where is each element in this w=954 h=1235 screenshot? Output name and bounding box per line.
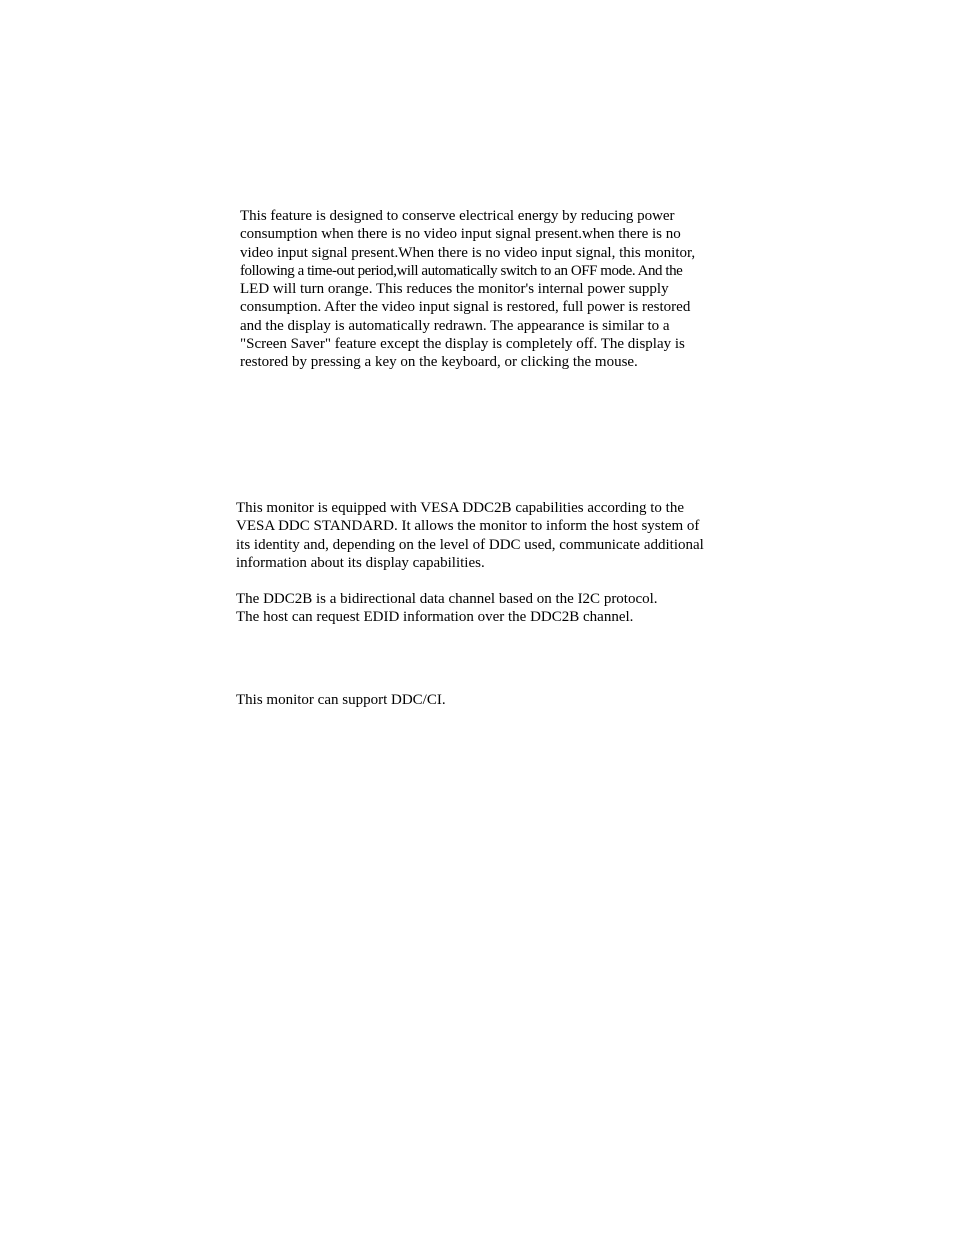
ddc-paragraph-ddc2b	[236, 590, 736, 627]
text-line: This monitor can support DDC/CI.	[236, 692, 446, 708]
power-saving-paragraph	[240, 207, 740, 372]
text-line: This monitor is equipped with VESA DDC2B capabilities according to the	[236, 500, 685, 516]
text-line: restored by pressing a key on the keyboard, or clicking the mouse.	[240, 354, 638, 371]
text-line: The host can request EDID information over the DDC2B channel.	[236, 609, 634, 626]
text-line: consumption when there is no video input signal present.when there is no	[240, 226, 681, 243]
text-line: "Screen Saver" feature except the display is completely off. The display is	[240, 336, 685, 353]
text-line: video input signal present.When there is no video input signal, this monitor,	[240, 244, 696, 261]
ddc-paragraph-capabilities	[236, 499, 736, 572]
text-line: The DDC2B is a bidirectional data channel based on the I2C protocol.	[236, 591, 658, 607]
text-line: This feature is designed to conserve electrical energy by reducing power	[240, 208, 675, 224]
text-line: consumption. After the video input signal is restored, full power is restored	[240, 299, 691, 316]
text-line: information about its display capabilities.	[236, 554, 485, 571]
ddc-paragraph-ddcci	[236, 691, 736, 709]
text-line: following a time-out period,will automatically switch to an OFF mode. And the	[240, 262, 683, 279]
text-line: LED will turn orange. This reduces the monitor's internal power supply	[240, 281, 669, 298]
text-line: its identity and, depending on the level of DDC used, communicate additional	[236, 536, 704, 553]
text-line: VESA DDC STANDARD. It allows the monitor to inform the host system of	[236, 518, 700, 535]
text-line: and the display is automatically redrawn. The appearance is similar to a	[240, 317, 670, 334]
